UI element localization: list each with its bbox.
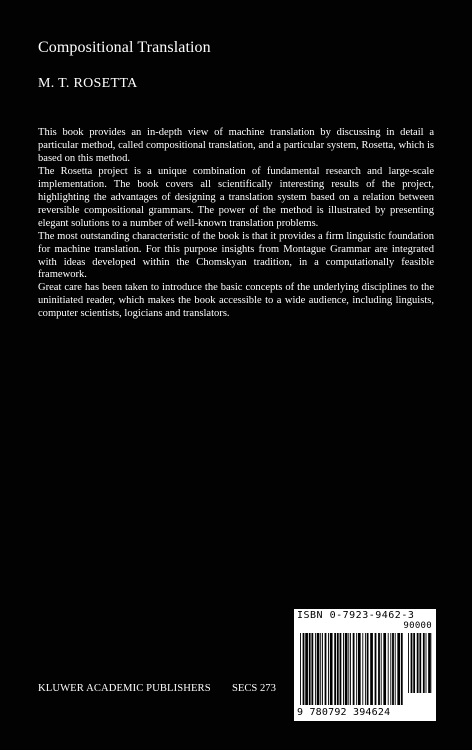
barcode-bar: [365, 633, 366, 705]
barcode-bar: [388, 633, 389, 705]
barcode-bar: [350, 633, 351, 705]
barcode-bar: [356, 633, 357, 705]
blurb: [38, 127, 434, 321]
barcode-bar: [340, 633, 342, 705]
barcode-bar: [328, 633, 329, 705]
barcode-bar: [317, 633, 320, 705]
price-barcode-bars: [408, 633, 432, 693]
barcode-bar: [320, 633, 321, 705]
barcode-bar: [408, 633, 409, 693]
barcode-bar: [395, 633, 396, 705]
barcode-bar: [337, 633, 339, 705]
barcode-bar: [401, 633, 403, 705]
barcode-bar: [413, 633, 415, 693]
barcode-label: [294, 609, 436, 721]
barcode-bar: [411, 633, 413, 693]
barcode-bar: [367, 633, 369, 705]
barcode-bar: [370, 633, 373, 705]
blurb-paragraph: This book provides an in-depth view of machine translation by discussing in detail a particular method, called compositional translation, and a particular system, Rosetta, which is based on this method.: [38, 127, 434, 164]
barcode-bar: [311, 633, 313, 705]
barcode-bar: [375, 633, 377, 705]
barcode-bar: [315, 633, 316, 705]
isbn-text: ISBN 0-7923-9462-3: [297, 610, 415, 621]
barcode-bar: [426, 633, 427, 693]
barcode-bar: [362, 633, 363, 705]
barcode-bar: [305, 633, 308, 705]
barcode-bar: [345, 633, 348, 705]
series-number: SECS 273: [232, 683, 276, 694]
barcode-bar: [322, 633, 323, 705]
barcode-bar: [348, 633, 349, 705]
blurb-paragraph: The Rosetta project is a unique combination of fundamental research and large-scale implementation. The book covers all scientifically interesting results of the project, highlighting the advantages of designing a translation system based on a relation between reversible compositional grammars. The power of the method is illustrated by presenting elegant solutions to a number of well-known translation problems.: [38, 165, 434, 229]
barcode-bars: [300, 633, 404, 705]
price-code: 90000: [403, 621, 432, 631]
barcode-bar: [383, 633, 386, 705]
barcode-bar: [381, 633, 382, 705]
barcode-bar: [334, 633, 336, 705]
barcode-bar: [378, 633, 380, 705]
barcode-bar: [392, 633, 394, 705]
barcode-bar: [417, 633, 419, 693]
barcode-bar: [309, 633, 311, 705]
barcode-bar: [397, 633, 400, 705]
ean-number: 9 780792 394624: [297, 707, 391, 718]
book-author: M. T. ROSETTA: [38, 76, 138, 91]
blurb-paragraph: The most outstanding characteristic of the book is that it provides a firm linguistic foundation for machine translation. For this purpose insights from Montague Grammar are integrated with ideas developed within the Chomskyan tradition, in a computationally feasible framework.: [38, 230, 434, 281]
barcode-bar: [325, 633, 327, 705]
publisher-name: KLUWER ACADEMIC PUBLISHERS: [38, 683, 211, 694]
barcode-bar: [330, 633, 333, 705]
barcode-bar: [428, 633, 431, 693]
barcode-bar: [300, 633, 301, 705]
barcode-bar: [419, 633, 421, 693]
barcode-bar: [343, 633, 344, 705]
barcode-bar: [358, 633, 361, 705]
book-title: Compositional Translation: [38, 39, 211, 56]
barcode-bar: [303, 633, 305, 705]
blurb-paragraph: Great care has been taken to introduce the basic concepts of the underlying disciplines to the uninitiated reader, which makes the book accessible to a wide audience, including linguists, computer scientists, logicians and translators.: [38, 282, 434, 320]
barcode-bar: [390, 633, 391, 705]
barcode-bar: [423, 633, 425, 693]
barcode-bar: [353, 633, 355, 705]
